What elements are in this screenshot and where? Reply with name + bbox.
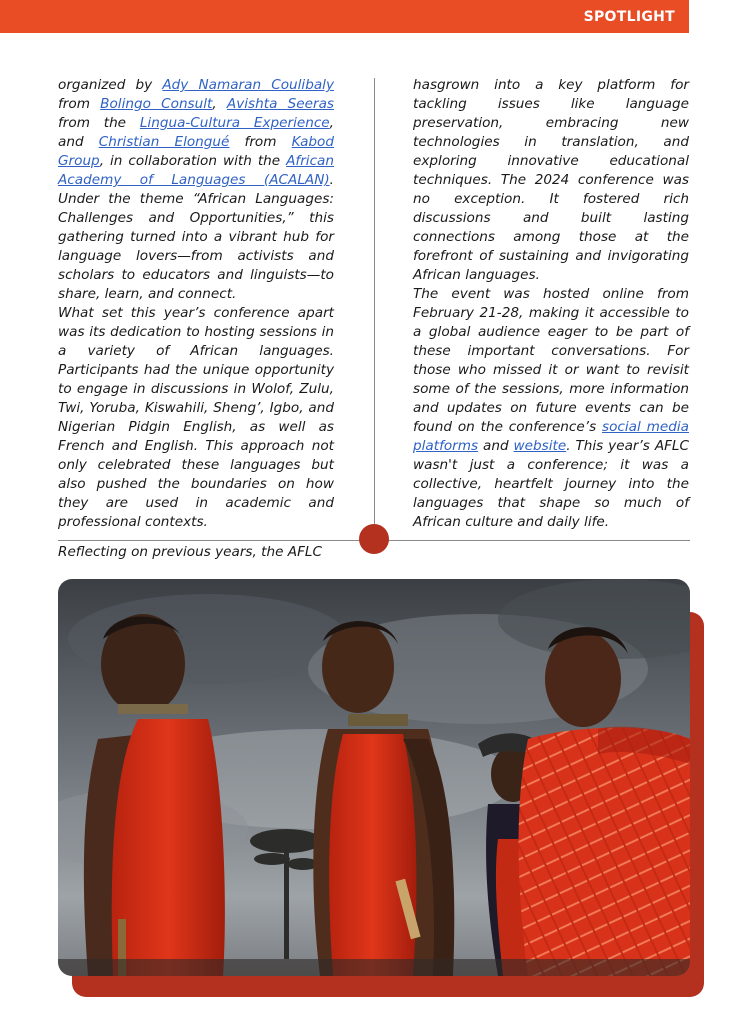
text-run: organized by [58,77,163,93]
text-run: , and [58,115,334,150]
link-ady-namaran-coulibaly[interactable]: Ady Namaran Coulibaly [162,77,334,93]
left-paragraph-2: What set this year’s conference apart was its dedication to hosting sessions in a variety of African languages. Participants had the unique opportunity to engage in discussions in Wolof, Zulu, Twi, Yoruba, Kiswahili, Sheng’, Igbo, and Nigerian Pidgin English, as well as French and English. This approach not only celebrated these languages but also pushed the boundaries on how they are used in academic and professional contexts. [58,305,334,530]
text-run: from the [58,115,140,131]
section-label: SPOTLIGHT [583,9,675,25]
column-divider [374,78,375,540]
link-social-media-platforms[interactable]: social media platforms [413,419,689,454]
divider-dot [359,524,389,554]
link-christian-elongue[interactable]: Christian Elongué [98,134,230,150]
text-run: . Under the theme “African Languages: Challenges and Opportunities,” this gathering turned into a vibrant hub for language lovers—from activists and scholars to educators and linguists—to share, learn, and connect. [58,172,334,302]
feature-photo [58,579,690,976]
left-paragraph-3: Reflecting on previous years, the AFLC [58,544,322,560]
link-acalan[interactable]: African Academy of Languages (ACALAN) [58,153,334,188]
header-bar [0,0,689,33]
right-column [413,76,689,532]
link-lingua-cultura-experience[interactable]: Lingua-Cultura Experience [139,115,330,131]
left-column [58,76,334,562]
text-run: from [58,96,101,112]
link-avishta-seeras[interactable]: Avishta Seeras [226,96,334,112]
right-paragraph-2 [413,285,689,532]
text-run: and [478,438,514,454]
text-run: , in collaboration with the [99,153,287,169]
right-paragraph-1: hasgrown into a key platform for tackling issues like language preservation, embracing new technologies in translation, and exploring innovative educational techniques. The 2024 conference was no exception. It fostered rich discussions and built lasting connections among those at the forefront of sustaining and invigorating African languages. [413,77,689,283]
link-kabod-group[interactable]: Kabod Group [58,134,334,169]
text-run: from [229,134,292,150]
link-website[interactable]: website [513,438,567,454]
link-bolingo-consult[interactable]: Bolingo Consult [100,96,213,112]
left-paragraph-1 [58,76,334,304]
text-run: The event was hosted online from February 21-28, making it accessible to a global audience eager to be part of these important conversations. For those who missed it or want to revisit some of the sessions, more information and updates on future events can be found on the conference’s [413,286,689,435]
text-run: , [212,96,227,112]
text-run: . This year’s AFLC wasn't just a conference; it was a collective, heartfelt journey into the languages that shape so much of African culture and daily life. [413,438,689,530]
